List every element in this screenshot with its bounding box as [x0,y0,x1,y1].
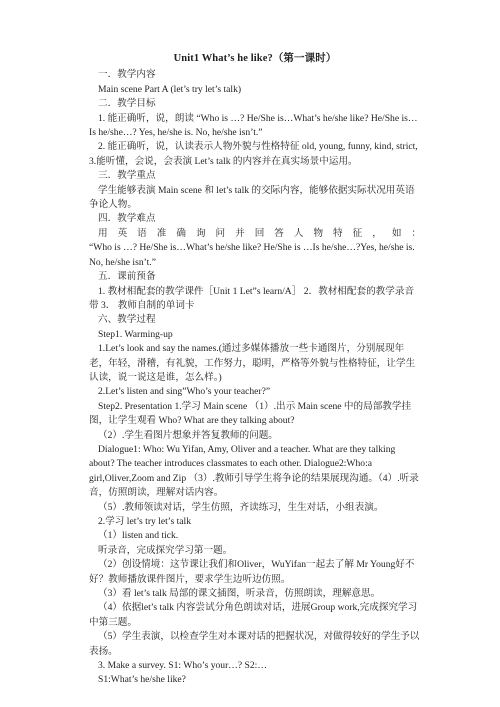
paragraph-15: 2.Let’s listen and sing”Who’s your teacher?” [98,386,271,398]
paragraph-10: 五．课前预备 [98,271,156,283]
paragraph-24: （3）看 let’s talk 局部的课文插图，听录音，仿照朗读，理解意思。 [98,588,381,600]
paragraph-17: （2）.学生看图片想象并答复教师的问题。 [98,429,278,441]
paragraph-26: （5）学生表演，以检查学生对本课对话的把握状况，对做得较好的学生予以表扬。 [89,631,420,657]
paragraph-5: 三．教学重点 [98,170,156,182]
paragraph-18: Dialogue1: Who: Wu Yifan, Amy, Oliver and a teacher. What are they talking about? The teacher introduces classmates to each other. Dialogue2:Who:a girl,Oliver,Zoom and Zip （3）.教师引导学生将争论的结果展现沟通。（4）.听录音，仿照朗读，理解对话内容。 [89,443,419,499]
paragraph-22: 听录音，完成探究学习第一题。 [98,544,233,556]
paragraph-27: 3. Make a survey. S1: Who’s your…? S2:… [98,660,267,672]
document-title: Unit1 What’s he like?（第一课时） [173,53,337,64]
paragraph-6: 学生能够表演 Main scene 和 let’s talk 的交际内容，能够依据实际状况用英语争论人物。 [89,184,415,211]
paragraph-19: （5）.教师领读对话，学生仿照，齐读练习，生生对话，小组表演。 [98,501,384,513]
paragraph-28: S1:What’s he/she like? [98,674,186,686]
document-body [89,68,421,687]
paragraph-20: 2.学习 let’s try let’s talk [98,516,191,527]
paragraph-7: 四．教学难点 [98,213,156,225]
paragraph-0: 一．教学内容 [98,69,156,81]
paragraph-25: （4）依据let’s talk 内容尝试分角色朗读对话，进展Group work,完成探究学习中第三题。 [89,602,418,628]
paragraph-13: Step1. Warming-up [98,328,173,340]
paragraph-14: 1.Let’s look and say the names.(通过多媒体播放一些卡通图片，分别展现年老，年轻，滑稽，有礼貌，工作努力，聪明，严格等外貌与性格特征，让学生认读，说一说这是谁，怎么样。) [89,343,416,383]
paragraph-4: 2. 能正确听，说，认读表示人物外貌与性格特征 old, young, funny, kind, strict, 3.能听懂，会说，会表演 Let’s talk 的内容并在真实场景中运用。 [89,141,418,167]
paragraph-21: （1）listen and tick. [98,530,179,542]
paragraph-3: 1. 能正确听，说，朗读 “Who is …? He/She is…What’s he/she like? He/She is…Is he/she…? Yes, he/she is. No, he/she isn’t.” [89,112,418,139]
paragraph-16: Step2. Presentation 1.学习 Main scene （1）.出示 Main scene 中的局部教学挂图，让学生观看 Who? What are they talking about? [89,400,412,427]
paragraph-12: 六、教学过程 [98,314,156,326]
paragraph-11: 1. 教材相配套的教学课件［Unit 1 Let”s learn/A］ 2．教材相配套的教学录音带 3． 教师自制的单词卡 [89,285,415,311]
paragraph-1: Main scene Part A (let’s try let’s talk) [98,83,242,95]
paragraph-9: “Who is …? He/She is…What’s he/she like? He/She is …Is he/she…?Yes, he/she is. No, he/she isn’t.” [89,242,415,268]
paragraph-8: 用 英 语 准 确 询 问 并 回 答 人 物 特 征 ， 如 ： [98,227,421,239]
paragraph-2: 二．教学目标 [98,98,156,110]
paragraph-23: （2）创设情境：这节课让我们和Oliver，WuYifan一起去了解 Mr Young好不好？教师播放课件图片，要求学生边听边仿照。 [89,559,415,585]
